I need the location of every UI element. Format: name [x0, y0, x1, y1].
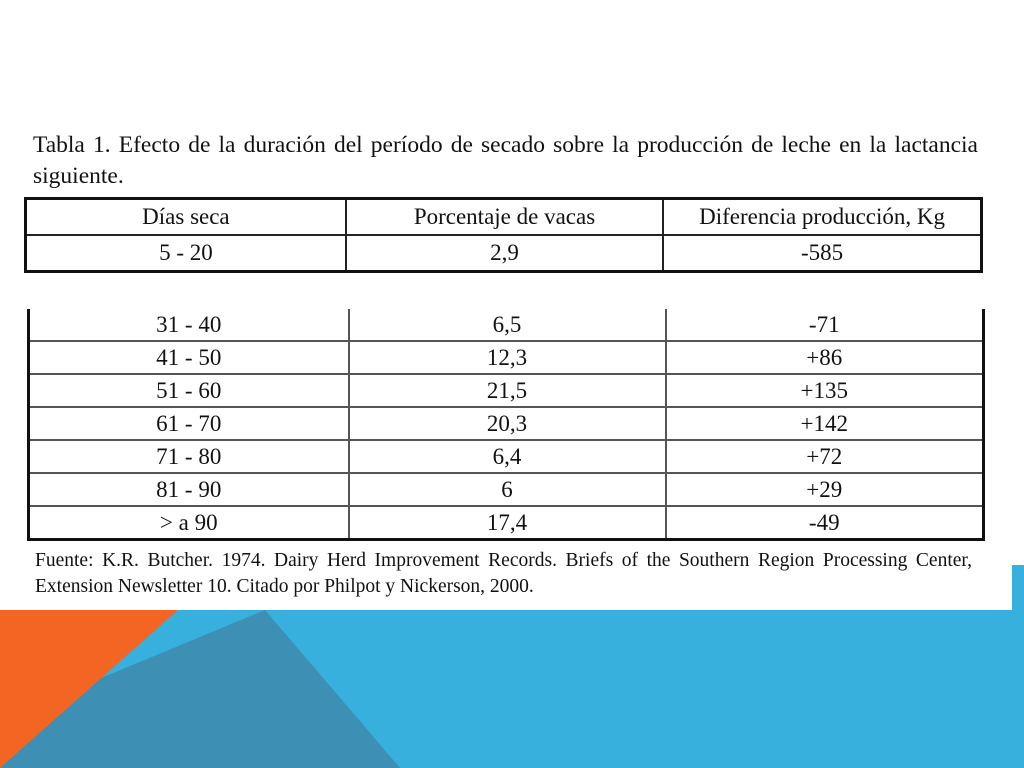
cell-diferencia-produccion: +86 [666, 341, 984, 374]
table-row [29, 374, 984, 407]
table-row [29, 473, 984, 506]
cell-dias-seca: 51 - 60 [29, 374, 349, 407]
cell-porcentaje-vacas: 20,3 [349, 407, 666, 440]
cell-dias-seca: 5 - 20 [26, 235, 346, 272]
table-row [26, 235, 982, 272]
data-table-bottom [27, 309, 985, 541]
header-diferencia-produccion: Diferencia producción, Kg [663, 199, 981, 236]
cell-diferencia-produccion: +72 [666, 440, 984, 473]
cell-diferencia-produccion: -49 [666, 506, 984, 540]
cell-diferencia-produccion: -585 [663, 235, 981, 272]
table-row [29, 506, 984, 540]
table-header-row [26, 199, 982, 236]
cell-porcentaje-vacas: 6 [349, 473, 666, 506]
cell-diferencia-produccion: +135 [666, 374, 984, 407]
cell-diferencia-produccion: -71 [666, 309, 984, 341]
cell-porcentaje-vacas: 6,4 [349, 440, 666, 473]
table-row [29, 341, 984, 374]
table-source-note: Fuente: K.R. Butcher. 1974. Dairy Herd Improvement Records. Briefs of the Southern Region Processing Center, Extension Newsletter 10. Citado por Philpot y Nickerson, 2000. [35, 550, 972, 597]
table-row [29, 407, 984, 440]
cell-porcentaje-vacas: 6,5 [349, 309, 666, 341]
table-row [29, 309, 984, 341]
cell-dias-seca: > a 90 [29, 506, 349, 540]
cell-porcentaje-vacas: 17,4 [349, 506, 666, 540]
cell-porcentaje-vacas: 21,5 [349, 374, 666, 407]
cell-dias-seca: 61 - 70 [29, 407, 349, 440]
cell-porcentaje-vacas: 2,9 [346, 235, 663, 272]
table-caption: Tabla 1. Efecto de la duración del período de secado sobre la producción de leche en la lactancia siguiente. [33, 132, 978, 189]
header-dias-seca: Días seca [26, 199, 346, 236]
cell-porcentaje-vacas: 12,3 [349, 341, 666, 374]
header-porcentaje-vacas: Porcentaje de vacas [346, 199, 663, 236]
cell-dias-seca: 71 - 80 [29, 440, 349, 473]
cell-diferencia-produccion: +29 [666, 473, 984, 506]
data-table-top [24, 197, 983, 273]
cell-diferencia-produccion: +142 [666, 407, 984, 440]
cell-dias-seca: 81 - 90 [29, 473, 349, 506]
cell-dias-seca: 31 - 40 [29, 309, 349, 341]
cell-dias-seca: 41 - 50 [29, 341, 349, 374]
table-row [29, 440, 984, 473]
